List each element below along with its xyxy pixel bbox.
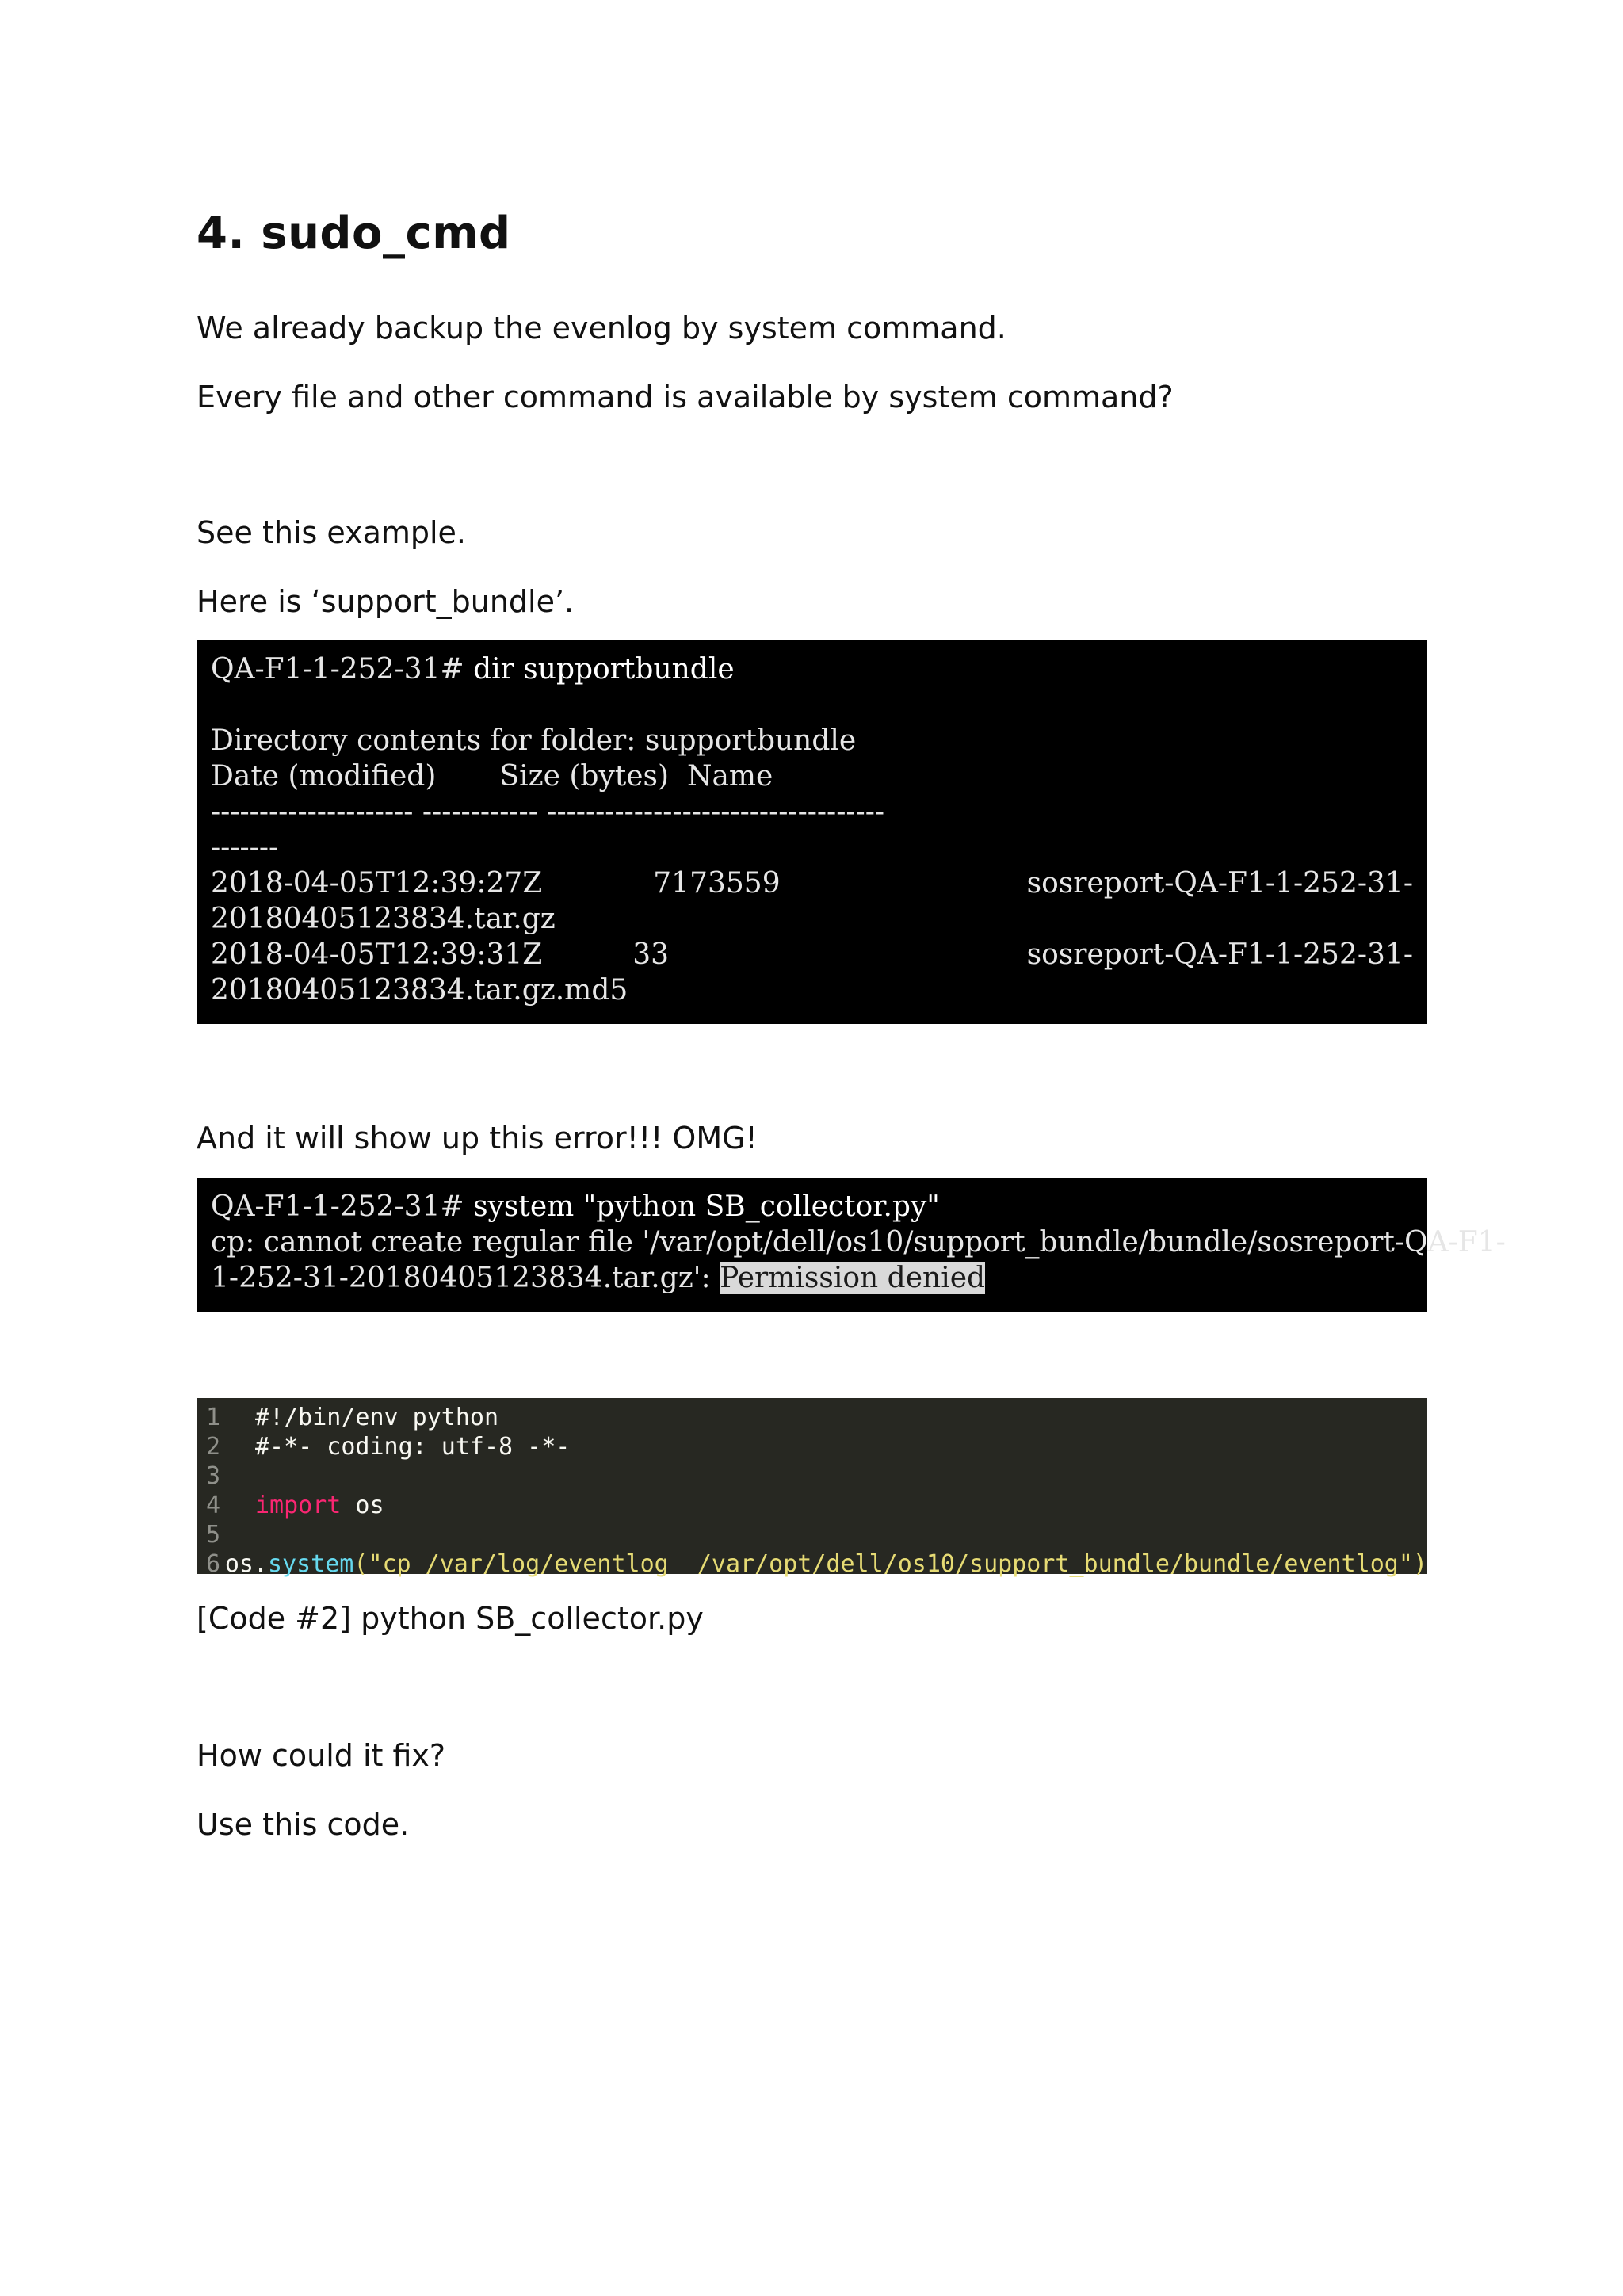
- terminal-file-row: [211, 937, 1413, 972]
- code-string: "cp /var/log/eventlog /var/opt/dell/os10/support_bundle/bundle/eventlog": [368, 1550, 1413, 1578]
- code-identifier: os.: [224, 1550, 268, 1578]
- terminal-prompt: QA-F1-1-252-31#: [211, 1190, 464, 1223]
- file-name-continued: 20180405123834.tar.gz: [211, 903, 556, 935]
- code-function: system: [268, 1550, 354, 1578]
- file-name: sosreport-QA-F1-1-252-31-: [1026, 867, 1413, 900]
- code-keyword: import: [255, 1492, 342, 1519]
- file-name: sosreport-QA-F1-1-252-31-: [1026, 938, 1413, 971]
- code-paren: ): [1412, 1550, 1427, 1578]
- paragraph-example: See this example.: [197, 515, 467, 550]
- code-identifier: os: [341, 1492, 384, 1519]
- code-line: [197, 1403, 1427, 1432]
- line-number: 2: [206, 1433, 221, 1461]
- file-size: 33: [632, 938, 670, 971]
- code-paren: (: [353, 1550, 369, 1578]
- code-comment: #!/bin/env python: [255, 1404, 499, 1431]
- terminal-command: dir supportbundle: [464, 653, 735, 686]
- line-number: 3: [206, 1462, 221, 1490]
- terminal-dash-line: -------: [211, 831, 279, 864]
- line-number: 4: [206, 1492, 221, 1519]
- terminal-command-line: [211, 651, 1413, 687]
- paragraph-use-code: Use this code.: [197, 1807, 410, 1842]
- code-line: [197, 1549, 1427, 1579]
- paragraph-question: Every file and other command is available by system command?: [197, 380, 1174, 415]
- code-line: [197, 1432, 1427, 1461]
- section-heading: 4. sudo_cmd: [197, 208, 511, 259]
- file-name-continued: 20180405123834.tar.gz.md5: [211, 974, 628, 1007]
- code-line: [197, 1520, 1427, 1549]
- terminal-header-line: Date (modified) Size (bytes) Name: [211, 760, 773, 793]
- line-number: 5: [206, 1521, 221, 1549]
- terminal-file-row: [211, 865, 1413, 901]
- terminal-contents-line: Directory contents for folder: supportbundle: [211, 724, 857, 757]
- terminal-blank-line: [211, 687, 1413, 723]
- terminal-command-line: [211, 1189, 1413, 1224]
- terminal-error-line: cp: cannot create regular file '/var/opt/dell/os10/support_bundle/bundle/sosreport-QA-F1-: [211, 1226, 1506, 1259]
- code-line: [197, 1461, 1427, 1491]
- code-block: [197, 1398, 1427, 1578]
- terminal-prompt: QA-F1-1-252-31#: [211, 653, 464, 686]
- code-line: [197, 1491, 1427, 1520]
- file-date: 2018-04-05T12:39:27Z: [211, 867, 543, 900]
- line-number: 1: [206, 1404, 221, 1431]
- paragraph-fix-question: How could it fix?: [197, 1738, 446, 1773]
- line-number: 6: [206, 1550, 221, 1578]
- terminal-dash-line: --------------------- ------------ -----------------------------------: [211, 796, 885, 828]
- terminal-error-output: [197, 1178, 1506, 1312]
- error-path-text: 1-252-31-20180405123834.tar.gz':: [211, 1262, 720, 1294]
- paragraph-backup: We already backup the evenlog by system command.: [197, 311, 1006, 346]
- paragraph-error-intro: And it will show up this error!!! OMG!: [197, 1121, 758, 1156]
- terminal-error-line: [211, 1260, 1413, 1296]
- paragraph-support-bundle: Here is ‘support_bundle’.: [197, 584, 575, 619]
- terminal-dir-output: [197, 640, 1427, 1024]
- permission-denied-highlight: Permission denied: [720, 1262, 986, 1294]
- terminal-command: system "python SB_collector.py": [464, 1190, 940, 1223]
- file-size: 7173559: [653, 867, 781, 900]
- code-caption: [Code #2] python SB_collector.py: [197, 1601, 704, 1636]
- file-date: 2018-04-05T12:39:31Z: [211, 938, 543, 971]
- code-comment: #-*- coding: utf-8 -*-: [255, 1433, 571, 1461]
